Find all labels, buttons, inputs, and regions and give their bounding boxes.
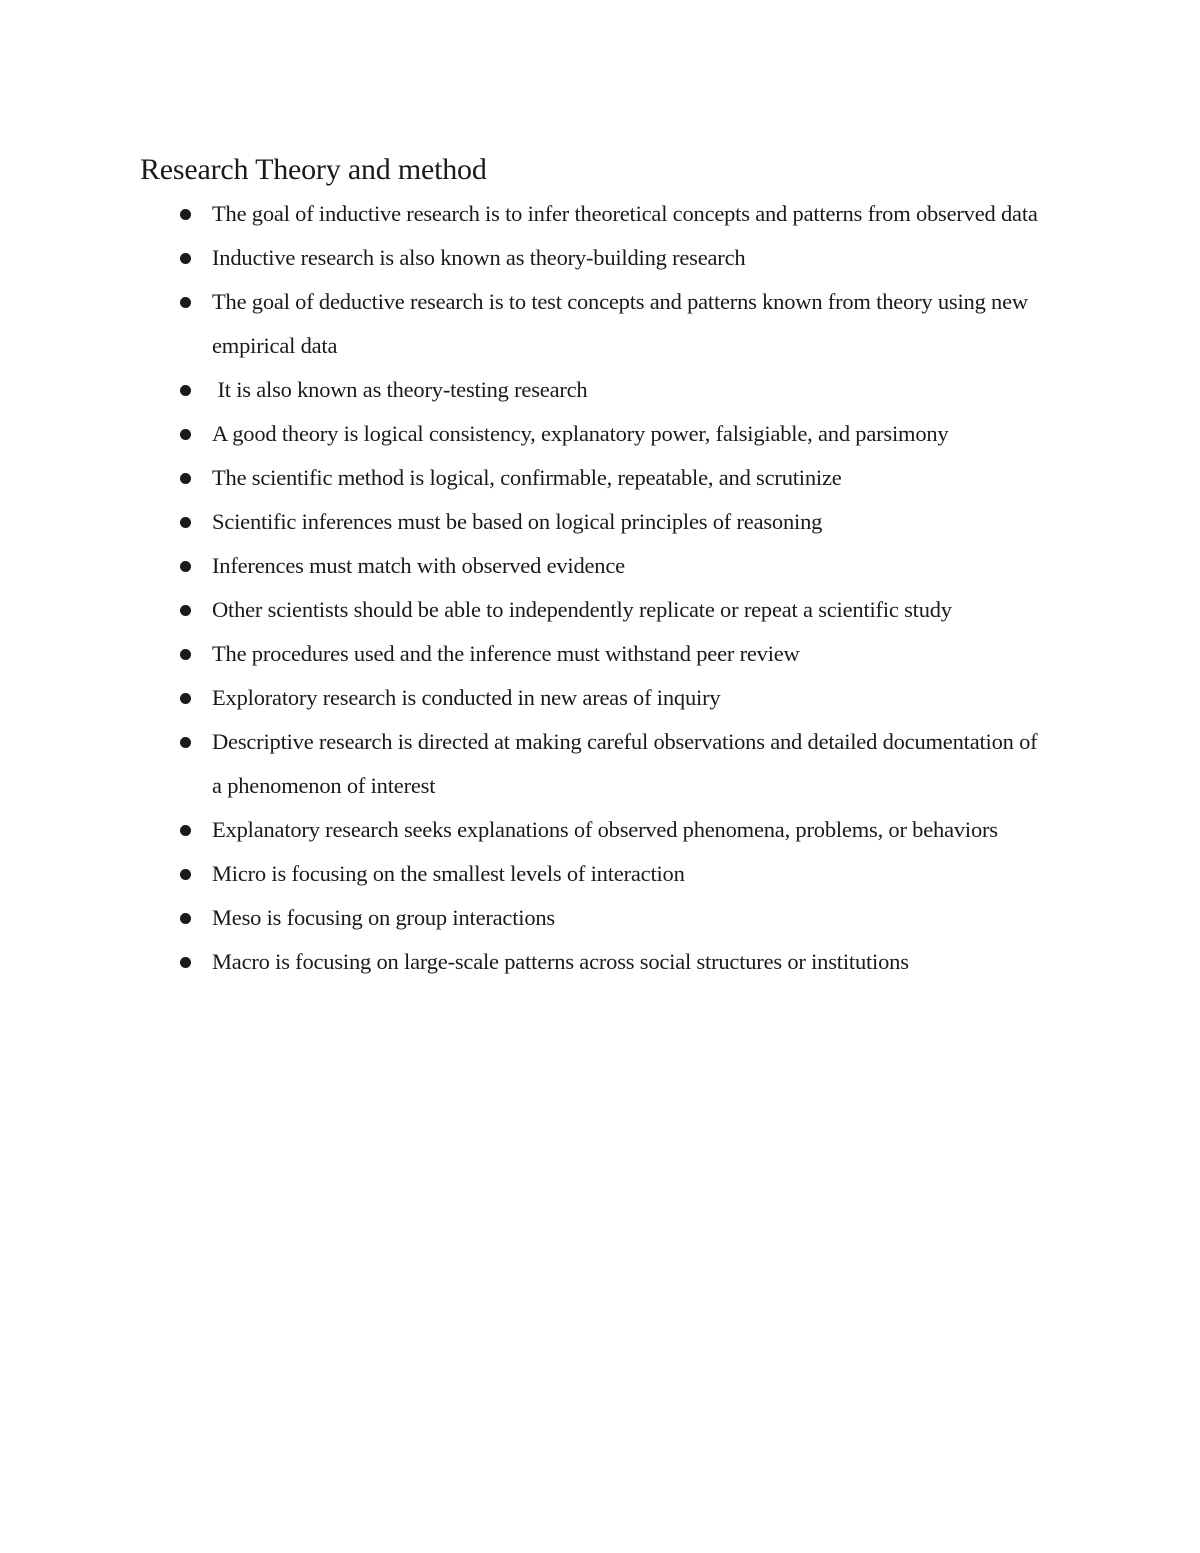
list-item bbox=[0, 192, 1052, 236]
bullet-icon bbox=[180, 209, 191, 220]
list-item-text: The procedures used and the inference must withstand peer review bbox=[212, 641, 800, 666]
bullet-icon bbox=[180, 253, 191, 264]
bullet-icon bbox=[180, 429, 191, 440]
bullet-icon bbox=[180, 473, 191, 484]
list-item-text: A good theory is logical consistency, explanatory power, falsigiable, and parsimony bbox=[212, 421, 949, 446]
list-item-text: Other scientists should be able to independently replicate or repeat a scientific study bbox=[212, 597, 952, 622]
list-item bbox=[0, 720, 1052, 808]
document-title: Research Theory and method bbox=[140, 153, 487, 186]
list-item bbox=[0, 632, 1052, 676]
list-item-text: Inductive research is also known as theory-building research bbox=[212, 245, 746, 270]
list-item bbox=[0, 368, 1052, 412]
bullet-icon bbox=[180, 605, 191, 616]
list-item-text: Descriptive research is directed at making careful observations and detailed documentation of a phenomenon of interest bbox=[212, 729, 1038, 798]
list-item-text: Meso is focusing on group interactions bbox=[212, 905, 555, 930]
bullet-list bbox=[0, 192, 1200, 984]
list-item bbox=[0, 412, 1052, 456]
bullet-icon bbox=[180, 825, 191, 836]
list-item bbox=[0, 544, 1052, 588]
list-item-text: Explanatory research seeks explanations of observed phenomena, problems, or behaviors bbox=[212, 817, 998, 842]
bullet-icon bbox=[180, 737, 191, 748]
list-item-text: Scientific inferences must be based on logical principles of reasoning bbox=[212, 509, 823, 534]
bullet-icon bbox=[180, 693, 191, 704]
list-item-text: It is also known as theory-testing research bbox=[212, 377, 588, 402]
bullet-icon bbox=[180, 517, 191, 528]
list-item bbox=[0, 808, 1052, 852]
bullet-icon bbox=[180, 869, 191, 880]
list-item bbox=[0, 588, 1052, 632]
list-item-text: Macro is focusing on large-scale patterns across social structures or institutions bbox=[212, 949, 909, 974]
list-item bbox=[0, 940, 1052, 984]
bullet-icon bbox=[180, 385, 191, 396]
list-item bbox=[0, 500, 1052, 544]
list-item bbox=[0, 676, 1052, 720]
bullet-icon bbox=[180, 561, 191, 572]
list-item bbox=[0, 896, 1052, 940]
bullet-icon bbox=[180, 957, 191, 968]
bullet-icon bbox=[180, 649, 191, 660]
list-item bbox=[0, 456, 1052, 500]
list-item-text: Exploratory research is conducted in new areas of inquiry bbox=[212, 685, 721, 710]
bullet-icon bbox=[180, 913, 191, 924]
list-item-text: Inferences must match with observed evidence bbox=[212, 553, 625, 578]
list-item-text: The goal of inductive research is to infer theoretical concepts and patterns from observed data bbox=[212, 201, 1038, 226]
list-item bbox=[0, 852, 1052, 896]
list-item-text: Micro is focusing on the smallest levels of interaction bbox=[212, 861, 685, 886]
bullet-icon bbox=[180, 297, 191, 308]
list-item bbox=[0, 236, 1052, 280]
list-item bbox=[0, 280, 1052, 368]
list-item-text: The scientific method is logical, confirmable, repeatable, and scrutinize bbox=[212, 465, 842, 490]
list-item-text: The goal of deductive research is to test concepts and patterns known from theory using new empirical data bbox=[212, 289, 1028, 358]
